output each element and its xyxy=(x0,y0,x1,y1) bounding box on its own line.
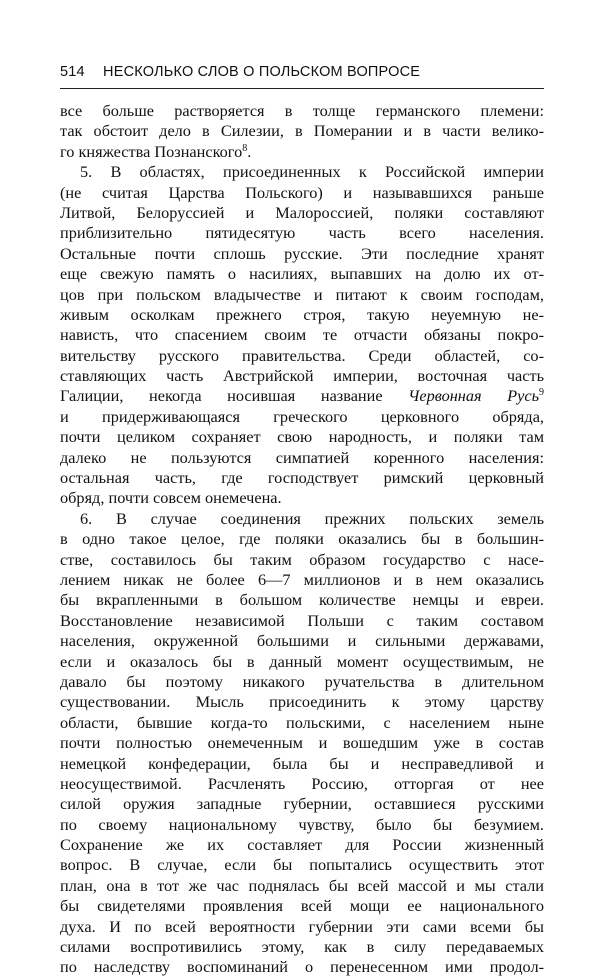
text-line xyxy=(60,386,544,406)
line-text: немецкой конфедерации, была бы и несправедливой и xyxy=(60,753,544,773)
text-line xyxy=(60,937,544,957)
line-text: стве, составилось бы таким образом государство с насе- xyxy=(60,549,544,569)
text-line xyxy=(60,957,544,977)
text-line xyxy=(60,325,544,345)
text-line xyxy=(60,815,544,835)
line-text: по наследству воспоминаний о перенесенном ими продол- xyxy=(60,957,544,977)
text-line xyxy=(60,570,544,590)
line-text: почти полностью онемеченным и вошедшим уже в состав xyxy=(60,733,544,753)
text-line xyxy=(60,264,544,284)
line-text: силой оружия западные губернии, оставшиеся русскими xyxy=(60,794,544,814)
text-line xyxy=(60,203,544,223)
line-text: Сохранение же их составляет для России жизненный xyxy=(60,835,544,855)
line-text: почти целиком сохраняет свою народность, и поляки там xyxy=(60,427,544,447)
text-line xyxy=(60,407,544,427)
line-text: го княжества Познанского xyxy=(60,141,243,161)
footnote-marker: 9 xyxy=(539,387,544,399)
text-line xyxy=(60,652,544,672)
line-text: духа. И по всей вероятности губернии эти сами всеми бы xyxy=(60,916,544,936)
text-line xyxy=(60,305,544,325)
line-text: области, бывшие когда-то польскими, с населением ныне xyxy=(60,712,544,732)
line-text: Галиции, некогда носившая название Червонная Русь xyxy=(60,386,539,406)
line-text: бы вкрапленными в большом количестве немцы и евреи. xyxy=(60,590,544,610)
text-line xyxy=(60,223,544,243)
text-line xyxy=(60,917,544,937)
line-text: живым осколкам прежнего строя, такую неуемную не- xyxy=(60,304,544,324)
line-text: так обстоит дело в Силезии, в Померании и в части велико- xyxy=(60,121,544,141)
header-rule xyxy=(60,88,544,89)
text-line xyxy=(60,733,544,753)
line-text: по своему национальному чувству, было бы безумием. xyxy=(60,814,544,834)
line-text: все больше растворяется в толще германского племени: xyxy=(60,101,544,120)
text-line xyxy=(60,835,544,855)
line-text: вопрос. В случае, если бы попытались осуществить этот xyxy=(60,855,544,875)
text-line xyxy=(60,611,544,631)
text-line xyxy=(60,590,544,610)
line-text: остальная часть, где господствует римский церковный xyxy=(60,468,544,488)
text-line xyxy=(60,631,544,651)
text-line xyxy=(60,896,544,916)
text-line xyxy=(60,142,544,162)
text-line xyxy=(60,692,544,712)
line-text: лением никак не более 6—7 миллионов и в нем оказались xyxy=(60,569,544,589)
line-text: еще свежую память о насилиях, выпавших на долю их от- xyxy=(60,264,544,284)
line-text: далеко не пользуются симпатией коренного населения: xyxy=(60,447,544,467)
line-text: 6. В случае соединения прежних польских земель xyxy=(80,508,544,528)
line-trailing-punctuation: . xyxy=(247,141,252,161)
line-text: обряд, почти совсем онемечена. xyxy=(60,488,282,508)
line-text: в одно такое целое, где поляки оказались бы в большин- xyxy=(60,529,544,549)
line-text: если и оказалось бы в данный момент осуществимым, не xyxy=(60,651,544,671)
line-text: и придерживающаяся греческого церковного обряда, xyxy=(60,406,544,426)
text-line xyxy=(60,754,544,774)
footnote-marker: 8 xyxy=(242,142,248,154)
running-title: НЕСКОЛЬКО СЛОВ О ПОЛЬСКОМ ВОПРОСЕ xyxy=(103,64,421,80)
text-line xyxy=(60,346,544,366)
line-text: Восстановление независимой Польши с таким составом xyxy=(60,610,544,630)
line-text: давало бы поэтому никакого ручательства в длительном xyxy=(60,671,544,691)
line-text: существовании. Мысль присоединить к этому царству xyxy=(60,692,544,712)
text-line xyxy=(60,427,544,447)
text-line xyxy=(60,101,544,121)
line-text: цов при польском владычестве и питают к своим господам, xyxy=(60,284,544,304)
line-text: ставляющих часть Австрийской империи, восточная часть xyxy=(60,366,544,386)
line-text: нависть, что спасением своим те отчасти обязаны покро- xyxy=(60,325,544,345)
text-line xyxy=(60,183,544,203)
text-line xyxy=(60,855,544,875)
text-line xyxy=(60,285,544,305)
text-line xyxy=(60,366,544,386)
line-text: бы свидетелями проявления всей мощи ее национального xyxy=(60,896,544,916)
line-text: (не считая Царства Польского) и называвшихся раньше xyxy=(60,182,544,202)
text-line xyxy=(60,794,544,814)
line-text: 5. В областях, присоединенных к Российской империи xyxy=(80,162,544,182)
line-text: Остальные почти сплошь русские. Эти последние хранят xyxy=(60,243,544,263)
text-line xyxy=(60,468,544,488)
text-line xyxy=(60,672,544,692)
text-line xyxy=(60,244,544,264)
body-text xyxy=(60,101,544,978)
text-line xyxy=(60,448,544,468)
line-text: план, она в тот же час поднялась бы всей массой и мы стали xyxy=(60,875,544,895)
text-line xyxy=(60,774,544,794)
text-line xyxy=(60,121,544,141)
line-text: силами воспротивились этому, как в силу передаваемых xyxy=(60,937,544,957)
line-text: приблизительно пятидесятую часть всего населения. xyxy=(60,223,544,243)
line-text: населения, окруженной большими и сильными державами, xyxy=(60,631,544,651)
text-line xyxy=(60,509,544,529)
running-header xyxy=(60,64,544,80)
text-line xyxy=(60,876,544,896)
text-line xyxy=(60,529,544,549)
page-number: 514 xyxy=(60,64,85,80)
line-text: неосуществимой. Расчленять Россию, отторгая от нее xyxy=(60,773,544,793)
text-line xyxy=(60,488,544,508)
text-line xyxy=(60,713,544,733)
text-line xyxy=(60,162,544,182)
line-text: Литвой, Белоруссией и Малороссией, поляки составляют xyxy=(60,202,544,222)
text-line xyxy=(60,550,544,570)
line-text: вительству русского правительства. Среди областей, со- xyxy=(60,345,544,365)
